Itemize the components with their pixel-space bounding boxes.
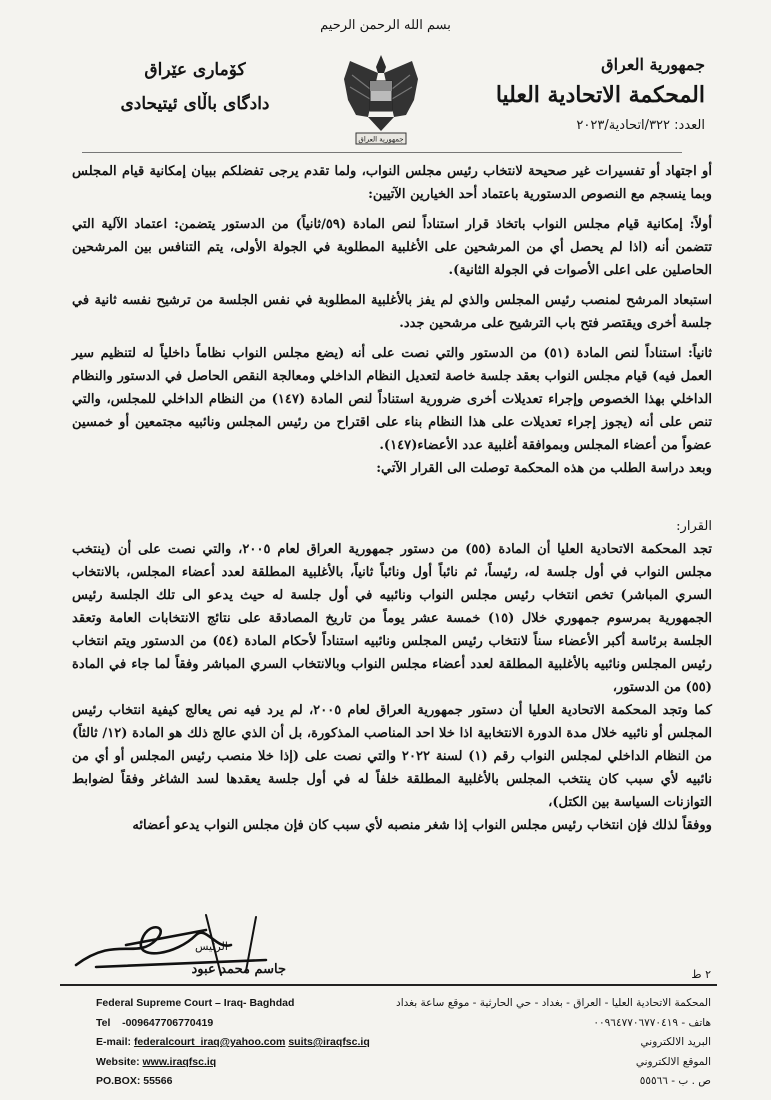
header-kurdish bbox=[100, 60, 290, 114]
pobox: PO.BOX: 55566 bbox=[96, 1075, 173, 1087]
footer-divider bbox=[60, 984, 717, 986]
decision-paragraph: كما وتجد المحكمة الاتحادية العليا أن دستور جمهورية العراق لعام ٢٠٠٥، لم يرد فيه نص يعالج كيفية انتخاب رئيس المجلس أو نائبيه خلال مدة الدورة الانتخابية اذا خلا احد المناصب المذكورة، بل أن الذي عالج ذلك هو المادة (١٢/ ثالثاً) من النظام الداخلي لمجلس النواب رقم (١) لسنة ٢٠٢٢ والتي نصت على (إذا خلا منصب رئيس المجلس أو أي من نائبيه لأي سبب كان ينتخب المجلس بالأغلبية المطلقة خلفاً له في أول جلسة يعقدها لسد الشاغر وفقاً لضوابط التوازنات السياسة بين الكتل)، bbox=[72, 703, 712, 810]
paragraph: أولاً: إمكانية قيام مجلس النواب باتخاذ قرار استناداً لنص المادة (٥٩/ثانياً) من الدستور يتضمن: اعتماد الآلية التي تتضمن أنه (اذا لم يحصل أي من المرشحين على الأغلبية المطلوبة في الجولة الأولى، يتم التنافس بين المرشحين الحاصلين على اعلى الأصوات في الجولة الثانية). bbox=[72, 217, 712, 278]
document-number: العدد: ٣٢٢/اتحادية/٢٠٢٣ bbox=[576, 118, 705, 133]
signature-title: الرئيس bbox=[195, 940, 228, 953]
footer-address: المحكمة الاتحادية العليا - العراق - بغداد - حي الحارثية - موقع ساعة بغداد bbox=[396, 997, 711, 1009]
footer-court: Federal Supreme Court – Iraq- Baghdad bbox=[96, 997, 295, 1009]
footer-website: الموقع الالكتروني bbox=[635, 1055, 711, 1068]
kurdish-republic-name: كۆماری عێراق bbox=[144, 60, 246, 80]
website-link[interactable]: www.iraqfsc.iq bbox=[142, 1055, 217, 1068]
email-label: E-mail: bbox=[96, 1036, 132, 1048]
header-divider bbox=[82, 152, 682, 153]
email-link-1[interactable]: federalcourt_iraq@yahoo.com bbox=[133, 1036, 286, 1048]
decision-paragraph: ووفقاً لذلك فإن انتخاب رئيس مجلس النواب إذا شغر منصبه لأي سبب كان فإن مجلس النواب يدعو أعضائه bbox=[132, 818, 712, 833]
paragraph: أو اجتهاد أو تفسيرات غير صحيحة لانتخاب رئيس مجلس النواب، ولما تقدم يرجى تفضلكم ببيان إمكانية قيام المجلس وبما ينسجم مع النصوص الدستورية باعتماد أحد الخيارين الآتيين: bbox=[72, 164, 712, 202]
footer-phone: هاتف - ٠٠٩٦٤٧٧٠٦٧٧٠٤١٩ bbox=[593, 1016, 711, 1029]
basmala: بسم الله الرحمن الرحيم bbox=[320, 18, 451, 33]
footer-english bbox=[96, 994, 370, 1092]
document-body bbox=[72, 160, 712, 837]
tel-label: Tel bbox=[96, 1016, 111, 1029]
page-number: ٢ ط bbox=[691, 968, 711, 981]
kurdish-court-name: دادگای باڵای ئیتیحادی bbox=[120, 94, 270, 114]
footer-email: البريد الالكتروني bbox=[640, 1036, 711, 1048]
signature-name: جاسم محمد عبود bbox=[191, 962, 286, 977]
footer-arabic bbox=[381, 994, 711, 1092]
republic-name: جمهورية العراق bbox=[601, 55, 705, 74]
decision-paragraph: تجد المحكمة الاتحادية العليا أن المادة (٥٥) من دستور جمهورية العراق لعام ٢٠٠٥، والتي نصت على أن (ينتخب مجلس النواب في أول جلسة له، رئيساً، ثم نائباً أول ونائباً ثانياً، بالأغلبية المطلقة لعدد أعضاء المجلس، بالانتخاب السري المباشر) تخص انتخاب رئيس مجلس النواب ونائبيه في أول جلسة له حيث يدعو الى تلك الجلسة رئيس الجمهورية بمرسوم جمهوري خلال (١٥) خمسة عشر يوماً من تاريخ المصادقة على نتائج الانتخابات العامة وتعقد الجلسة برئاسة أكبر الأعضاء سناً لانتخاب رئيس المجلس ونائبيه استناداً لأحكام المادة (٥٤) من الدستور ويتم انتخاب رئيس المجلس ونائبيه بالأغلبية المطلقة لعدد أعضاء مجلس النواب وبالانتخاب السري المباشر وفقاً لما جاء في المادة (٥٥) من الدستور، bbox=[72, 542, 713, 695]
email-link-2[interactable]: suits@iraqfsc.iq bbox=[288, 1036, 370, 1048]
footer-pobox: ص . ب - ٥٥٥٦٦ bbox=[639, 1075, 711, 1087]
emblem-caption: جمهورية العراق bbox=[358, 135, 404, 144]
tel-number: -009647706770419 bbox=[122, 1016, 214, 1029]
paragraph: وبعد دراسة الطلب من هذه المحكمة توصلت الى القرار الآتي: bbox=[376, 461, 712, 476]
paragraph: ثانياً: استناداً لنص المادة (٥١) من الدستور والتي نصت على أنه (يضع مجلس النواب نظاماً داخلياً له لتنظيم سير العمل فيه) قيام مجلس النواب بعقد جلسة خاصة لتعديل النظام الداخلي ومعالجة النقص الحاصل في الدستور والنظام الداخلي بهذا الخصوص وإجراء تعديلات أخرى ضرورية استناداً لنص المادة (١٤٧) من النظام الداخلي للمجلس، والتي تنص على أنه (يجوز إجراء تعديلات على هذا النظام بناء على اقتراح من رئيس المجلس ونائبيه مجتمعين أو خمسين عضواً من أعضاء المجلس وبموافقة أغلبية عدد الأعضاء(١٤٧). bbox=[72, 346, 713, 453]
website-label: Website: bbox=[96, 1055, 140, 1068]
paragraph: استبعاد المرشح لمنصب رئيس المجلس والذي لم يفز بالأغلبية المطلوبة في نفس الجلسة من ترشيح نفسه ثانية في جلسة أخرى ويقتصر فتح باب الترشيح على مرشحين جدد. bbox=[72, 293, 712, 331]
decision-heading: القرار: bbox=[676, 519, 712, 534]
court-name: المحكمة الاتحادية العليا bbox=[495, 82, 705, 108]
header-arabic bbox=[496, 55, 705, 133]
eagle-emblem-icon bbox=[340, 45, 422, 150]
